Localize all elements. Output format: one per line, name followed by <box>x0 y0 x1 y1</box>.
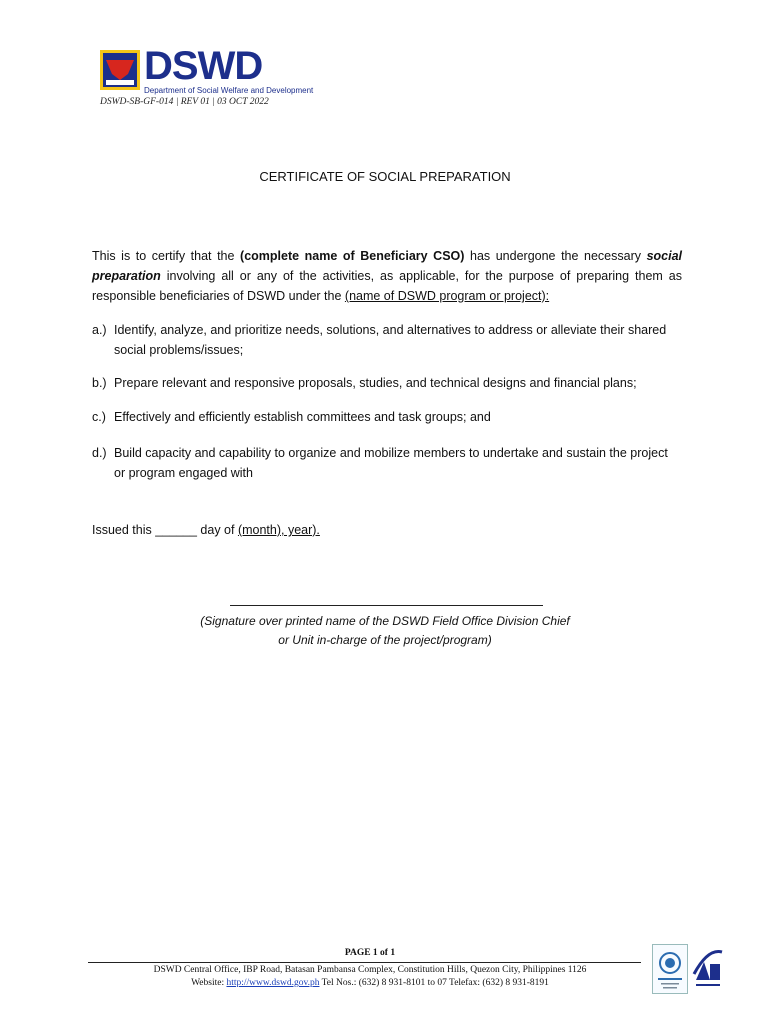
list-item-label: c.) <box>92 410 106 424</box>
list-item-label: b.) <box>92 376 107 390</box>
list-item-text: Effectively and efficiently establish committees and task groups; and <box>114 410 491 424</box>
social-preparation-term: social preparation <box>92 249 682 283</box>
list-item-label: d.) <box>92 446 107 460</box>
list-item-text: Prepare relevant and responsive proposals, studies, and technical designs and financial plans; <box>114 376 637 390</box>
certification-paragraph <box>92 246 682 306</box>
logo-subtitle: Department of Social Welfare and Development <box>144 86 314 95</box>
logo-wordmark: DSWD <box>144 44 263 88</box>
list-item-text: Identify, analyze, and prioritize needs, solutions, and alternatives to address or alleviate their shared social problems/issues; <box>114 323 667 357</box>
dswd-emblem-icon <box>100 50 140 90</box>
signature-caption-line2: or Unit in-charge of the project/program) <box>278 633 492 647</box>
signature-caption-line1: (Signature over printed name of the DSWD Field Office Division Chief <box>200 614 570 628</box>
para-text-3: involving all or any of the activities, as applicable, for the purpose of preparing them as responsible beneficiaries of DSWD under the <box>92 269 682 303</box>
issued-prefix: Issued this ______ day of <box>92 523 238 537</box>
footer-divider <box>88 962 641 963</box>
signature-line <box>230 605 543 606</box>
issued-month-year: (month), year). <box>237 523 320 537</box>
program-name-placeholder: (name of DSWD program or project): <box>344 289 550 303</box>
dswd-logo <box>100 44 314 102</box>
iso-certification-badge-icon <box>652 944 688 994</box>
list-item-label: a.) <box>92 323 107 337</box>
list-item <box>92 373 682 393</box>
list-item <box>92 407 682 427</box>
website-link[interactable]: http://www.dswd.gov.ph <box>226 978 320 988</box>
document-reference: DSWD-SB-GF-014 | REV 01 | 03 OCT 2022 <box>100 97 269 107</box>
list-item-text: Build capacity and capability to organize and mobilize members to undertake and sustain the project or program engaged with <box>114 446 668 480</box>
beneficiary-name-placeholder: (complete name of Beneficiary CSO) <box>240 249 465 263</box>
page-number: PAGE 1 of 1 <box>344 948 396 958</box>
footer-phones: Tel Nos.: (632) 8 931-8101 to 07 Telefax: (632) 8 931-8191 <box>319 978 549 988</box>
list-item <box>92 320 682 360</box>
website-label: Website: <box>191 978 227 988</box>
issued-date-line <box>92 520 320 540</box>
footer-address: DSWD Central Office, IBP Road, Batasan Pambansa Complex, Constitution Hills, Quezon City, Philippines 1126 <box>153 965 587 975</box>
document-title: CERTIFICATE OF SOCIAL PREPARATION <box>259 169 511 184</box>
para-text-2: has undergone the necessary <box>464 249 647 263</box>
para-text-1: This is to certify that the <box>92 249 241 263</box>
footer-contact <box>0 978 740 988</box>
list-item <box>92 443 682 483</box>
jab-accreditation-mark-icon <box>690 944 726 992</box>
